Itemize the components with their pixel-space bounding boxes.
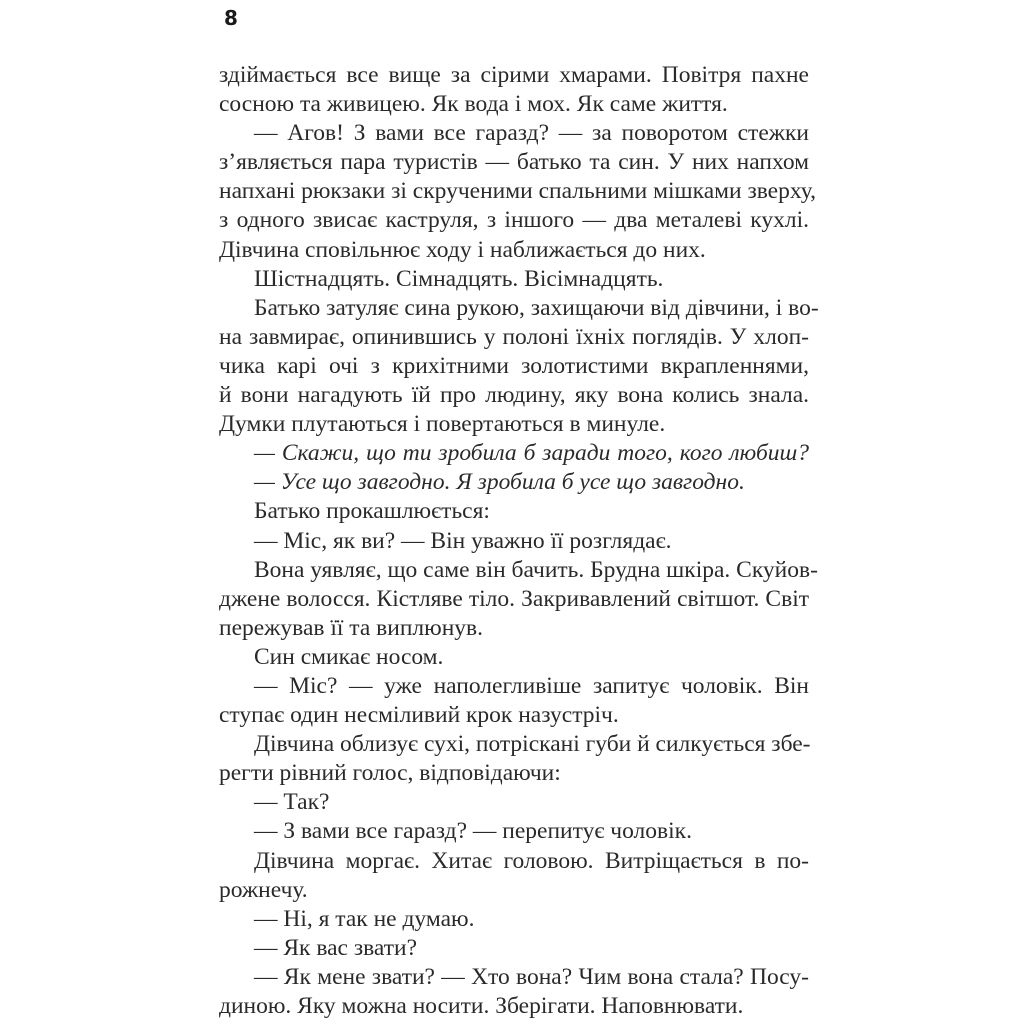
text-line: Батько прокашлюється: xyxy=(254,498,490,525)
text-line: сосною та живицею. Як вода і мох. Як саме життя. xyxy=(219,91,728,118)
text-line: — Міс? — уже наполегливіше запитує чоловік. Він xyxy=(254,672,809,699)
text-line: диною. Яку можна носити. Зберігати. Наповнювати. xyxy=(219,993,744,1019)
text-line: Батько затуляє сина рукою, захищаючи від дівчини, і во- xyxy=(254,294,819,321)
text-line: з одного звисає каструля, з іншого — два металеві кухлі. xyxy=(219,207,809,234)
text-line: — Як вас звати? xyxy=(254,934,418,961)
text-line: Думки плутаються і повертаються в минуле. xyxy=(219,411,666,438)
text-line: ступає один несміливий крок назустріч. xyxy=(219,702,619,729)
text-line: — Усе що завгодно. Я зробила б усе що завгодно. xyxy=(254,469,745,496)
text-line: чика карі очі з крихітними золотистими вкрапленнями, xyxy=(219,352,809,379)
text-line: — Агов! З вами все гаразд? — за поворотом стежки xyxy=(254,120,809,147)
text-line: регти рівний голос, відповідаючи: xyxy=(219,760,561,787)
text-line: з’являється пара туристів — батько та син. У них напхом xyxy=(219,149,809,176)
text-line: Дівчина облизує сухі, потріскані губи й силкується збе- xyxy=(254,731,811,758)
text-line: рожнечу. xyxy=(219,876,308,903)
text-line: напхані рюкзаки зі скрученими спальними мішками зверху, xyxy=(219,178,816,205)
text-line: пережував її та виплюнув. xyxy=(219,614,483,641)
text-line: здіймається все вище за сірими хмарами. Повітря пахне xyxy=(219,62,809,88)
text-line: Шістнадцять. Сімнадцять. Вісімнадцять. xyxy=(254,265,664,292)
text-line: Дівчина моргає. Хитає головою. Витріщається в по- xyxy=(254,847,809,874)
text-line: — З вами все гаразд? — перепитує чоловік. xyxy=(254,818,692,845)
text-line: — Міс, як ви? — Він уважно її розглядає. xyxy=(254,527,672,554)
page-number: 8 xyxy=(224,6,238,30)
text-line: й вони нагадують їй про людину, яку вона колись знала. xyxy=(219,382,809,409)
text-line: на завмирає, опинившись у полоні їхніх поглядів. У хлоп- xyxy=(219,323,809,350)
body-text xyxy=(219,61,819,1021)
text-line: Вона уявляє, що саме він бачить. Брудна шкіра. Скуйов- xyxy=(254,556,818,583)
text-line: Син смикає носом. xyxy=(254,643,444,670)
text-line: — Так? xyxy=(254,789,330,816)
text-line: — Ні, я так не думаю. xyxy=(254,905,475,932)
text-line: — Як мене звати? — Хто вона? Чим вона стала? Посу- xyxy=(254,963,809,990)
text-line: Дівчина сповільнює ходу і наближається до них. xyxy=(219,236,706,263)
text-line: — Скажи, що ти зробила б заради того, кого любиш? xyxy=(254,440,809,467)
text-line: джене волосся. Кістляве тіло. Закривавлений світшот. Світ xyxy=(219,585,809,612)
